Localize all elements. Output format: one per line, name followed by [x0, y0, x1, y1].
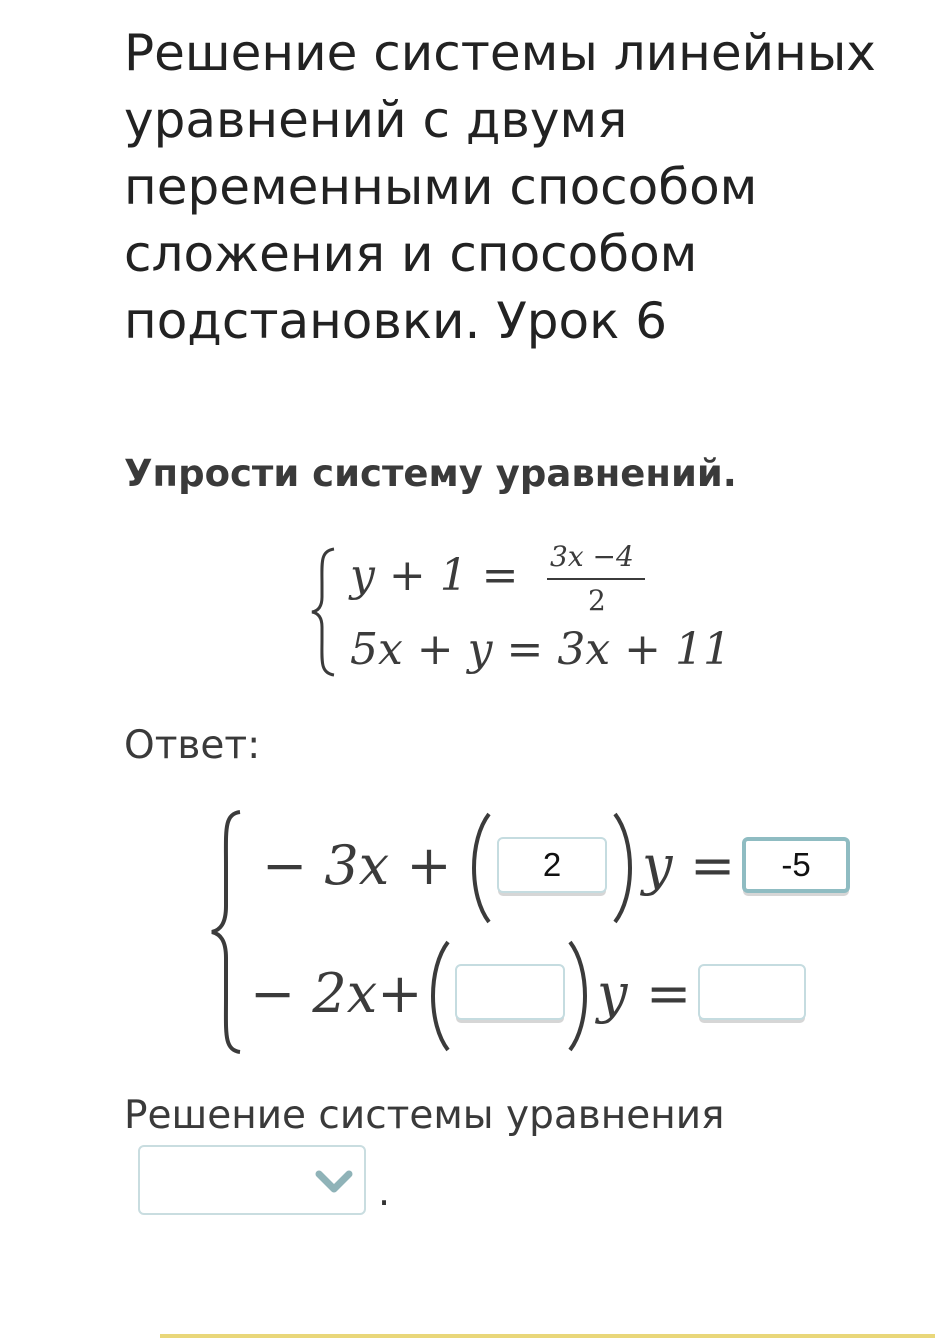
answer-system-brace [204, 806, 248, 1058]
row2-eq-sign: = [646, 962, 692, 1025]
given-eq1-denominator: 2 [588, 584, 606, 617]
answer-label: Ответ: [124, 723, 261, 768]
row2-coef-input[interactable] [455, 964, 565, 1020]
row2-close-paren [566, 938, 594, 1054]
lesson-title: Решение системы линейных уравнений с двумя переменными способом сложения и способом подстановки. Урок 6 [124, 24, 876, 350]
row2-rhs-input[interactable] [698, 964, 806, 1020]
given-eq1-numerator: 3x −4 [550, 540, 634, 573]
fraction-bar [547, 578, 645, 580]
given-system-brace [306, 545, 340, 679]
row1-prefix: − 3x + [262, 834, 452, 897]
chevron-down-icon[interactable] [314, 1169, 354, 1195]
row2-var: y [597, 962, 628, 1025]
bottom-accent-line [160, 1334, 935, 1338]
task-heading: Упрости систему уравнений. [124, 452, 737, 495]
row1-close-paren [611, 810, 639, 926]
row2-prefix: − 2x+ [250, 962, 423, 1025]
row1-coef-input[interactable] [497, 837, 607, 893]
given-eq2: 5x + y = 3x + 11 [350, 624, 731, 675]
row2-open-paren [424, 938, 452, 1054]
row1-eq-sign: = [690, 834, 736, 897]
given-eq1-left: y + 1 = [350, 550, 519, 601]
solution-trailing-period: . [378, 1170, 391, 1214]
solution-select[interactable] [138, 1145, 366, 1215]
row1-open-paren [465, 810, 493, 926]
row1-rhs-input[interactable] [742, 837, 850, 893]
solution-label: Решение системы уравнения [124, 1093, 725, 1138]
row1-var: y [642, 834, 673, 897]
